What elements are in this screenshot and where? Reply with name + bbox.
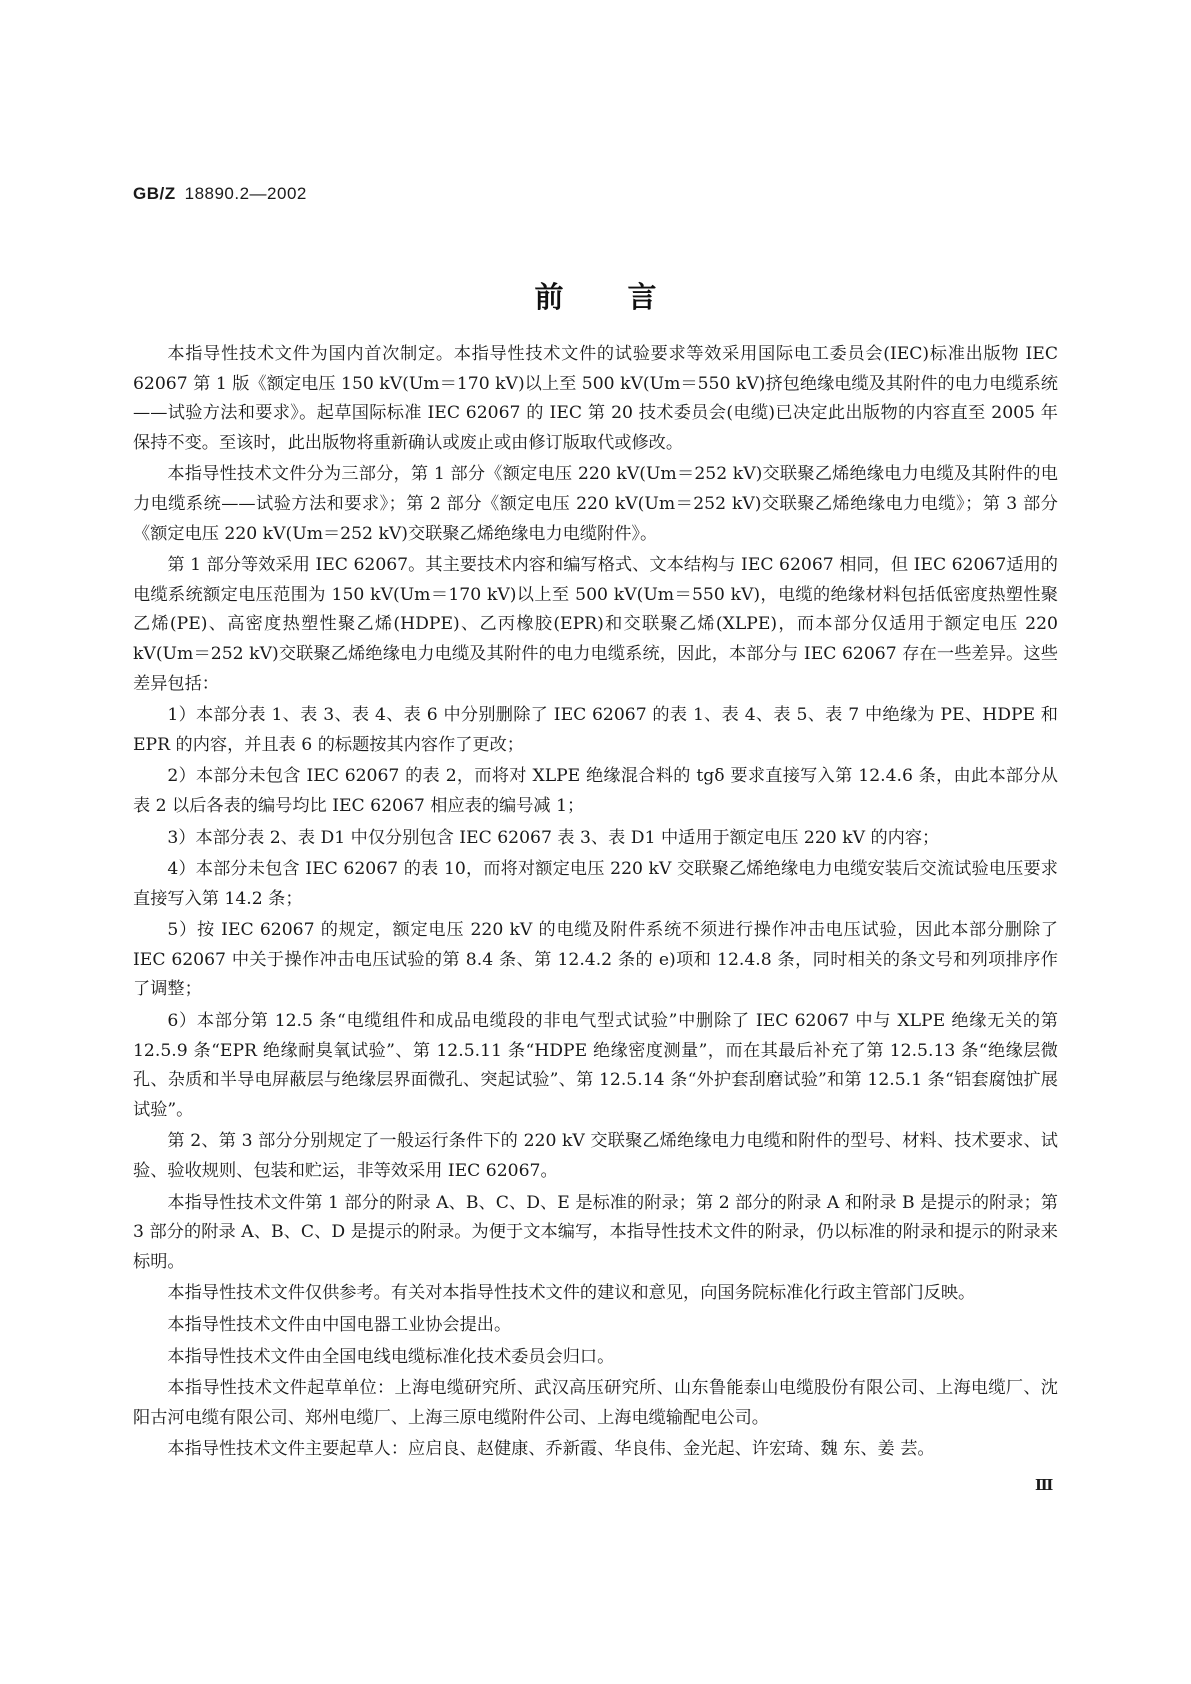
paragraph: 第 1 部分等效采用 IEC 62067。其主要技术内容和编写格式、文本结构与 IEC 62067 相同，但 IEC 62067适用的电缆系统额定电压范围为 150 kV(Um＝170 kV)以上至 500 kV(Um＝550 kV)，电缆的绝缘材料包括低密度热塑性聚乙烯(PE)、高密度热塑性聚乙烯(HDPE)、乙丙橡胶(EPR)和交联聚乙烯(XLPE)，而本部分仅适用于额定电压 220 kV(Um＝252 kV)交联聚乙烯绝缘电力电缆及其附件的电力电缆系统，因此，本部分与 IEC 62067 存在一些差异。这些差异包括： (133, 555, 1058, 694)
paragraph: 本指导性技术文件仅供参考。有关对本指导性技术文件的建议和意见，向国务院标准化行政主管部门反映。 (167, 1283, 976, 1304)
list-item: 1）本部分表 1、表 3、表 4、表 6 中分别删除了 IEC 62067 的表 1、表 4、表 5、表 7 中绝缘为 PE、HDPE 和 EPR 的内容，并且表 6 的标题按其内容作了更改； (133, 705, 1058, 755)
paragraph: 本指导性技术文件起草单位：上海电缆研究所、武汉高压研究所、山东鲁能泰山电缆股份有限公司、上海电缆厂、沈阳古河电缆有限公司、郑州电缆厂、上海三原电缆附件公司、上海电缆输配电公司。 (133, 1378, 1058, 1428)
list-item: 6）本部分第 12.5 条“电缆组件和成品电缆段的非电气型式试验”中删除了 IEC 62067 中与 XLPE 绝缘无关的第 12.5.9 条“EPR 绝缘耐臭氧试验”、第 12.5.11 条“HDPE 绝缘密度测量”，而在其最后补充了第 12.5.13 条“绝缘层微孔、杂质和半导电屏蔽层与绝缘层界面微孔、突起试验”、第 12.5.14 条“外护套刮磨试验”和第 12.5.1 条“铝套腐蚀扩展试验”。 (133, 1011, 1058, 1120)
paragraph: 第 2、第 3 部分分别规定了一般运行条件下的 220 kV 交联聚乙烯绝缘电力电缆和附件的型号、材料、技术要求、试验、验收规则、包装和贮运，非等效采用 IEC 62067。 (133, 1131, 1058, 1182)
paragraph: 本指导性技术文件由中国电器工业协会提出。 (167, 1315, 512, 1335)
page-number: Ⅲ (1035, 1478, 1055, 1494)
document-body (133, 340, 1058, 1467)
paragraph: 本指导性技术文件主要起草人：应启良、赵健康、乔新霞、华良伟、金光起、许宏琦、魏 东、姜 芸。 (167, 1439, 935, 1460)
list-item: 3）本部分表 2、表 D1 中仅分别包含 IEC 62067 表 3、表 D1 中适用于额定电压 220 kV 的内容； (167, 827, 940, 848)
paragraph: 本指导性技术文件分为三部分，第 1 部分《额定电压 220 kV(Um＝252 kV)交联聚乙烯绝缘电力电缆及其附件的电力电缆系统——试验方法和要求》；第 2 部分《额定电压 220 kV(Um＝252 kV)交联聚乙烯绝缘电力电缆》；第 3 部分《额定电压 220 kV(Um＝252 kV)交联聚乙烯绝缘电力电缆附件》。 (133, 464, 1058, 544)
list-item: 4）本部分未包含 IEC 62067 的表 10，而将对额定电压 220 kV 交联聚乙烯绝缘电力电缆安装后交流试验电压要求直接写入第 14.2 条； (133, 859, 1058, 909)
list-item: 2）本部分未包含 IEC 62067 的表 2，而将对 XLPE 绝缘混合料的 tgδ 要求直接写入第 12.4.6 条，由此本部分从表 2 以后各表的编号均比 IEC 62067 相应表的编号减 1； (133, 766, 1058, 816)
list-item: 5）按 IEC 62067 的规定，额定电压 220 kV 的电缆及附件系统不须进行操作冲击电压试验，因此本部分删除了 IEC 62067 中关于操作冲击电压试验的第 8.4 条、第 12.4.2 条的 e)项和 12.4.8 条，同时相关的条文号和列项排序作了调整； (133, 920, 1058, 1000)
paragraph: 本指导性技术文件由全国电线电缆标准化技术委员会归口。 (167, 1346, 615, 1367)
paragraph: 本指导性技术文件为国内首次制定。本指导性技术文件的试验要求等效采用国际电工委员会(IEC)标准出版物 IEC 62067 第 1 版《额定电压 150 kV(Um＝170 kV)以上至 500 kV(Um＝550 kV)挤包绝缘电缆及其附件的电力电缆系统——试验方法和要求》。起草国际标准 IEC 62067 的 IEC 第 20 技术委员会(电缆)已决定此出版物的内容直至 2005 年保持不变。至该时，此出版物将重新确认或废止或由修订版取代或修改。 (133, 344, 1058, 453)
page-title: 前言 (534, 280, 721, 314)
standard-prefix: GB/Z (133, 184, 176, 203)
standard-code (133, 184, 307, 204)
paragraph: 本指导性技术文件第 1 部分的附录 A、B、C、D、E 是标准的附录；第 2 部分的附录 A 和附录 B 是提示的附录；第 3 部分的附录 A、B、C、D 是提示的附录。为便于文本编写，本指导性技术文件的附录，仍以标准的附录和提示的附录来标明。 (133, 1192, 1058, 1272)
standard-number: 18890.2—2002 (184, 184, 307, 203)
